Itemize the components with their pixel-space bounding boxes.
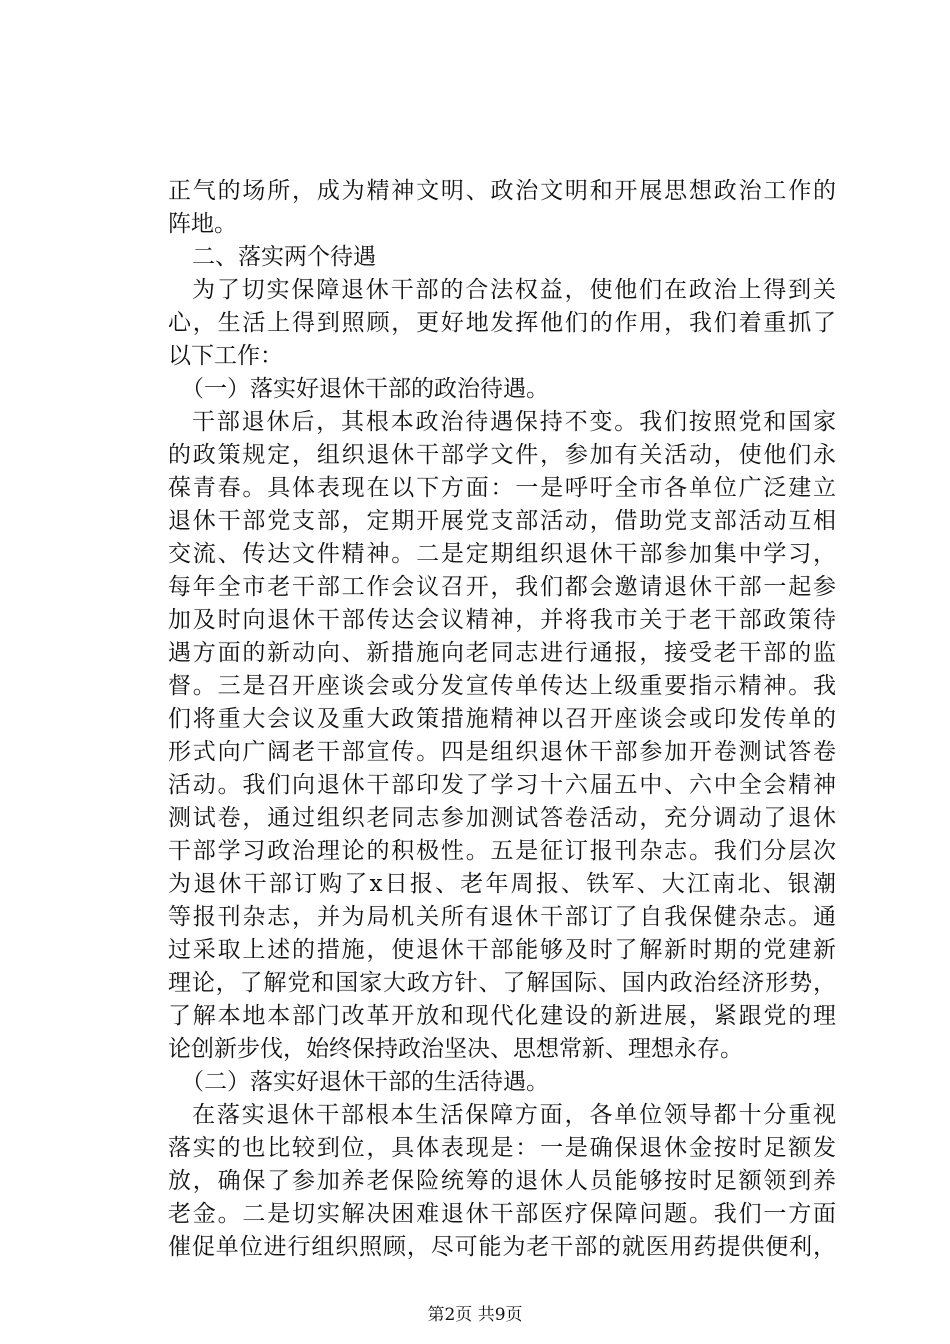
- text-line: 为退休干部订购了x日报、老年周报、铁军、大江南北、银潮: [168, 871, 836, 897]
- text-line: 测试卷，通过组织老同志参加测试答卷活动，充分调动了退休: [168, 805, 836, 831]
- text-line: 遇方面的新动向、新措施向老同志进行通报，接受老干部的监: [168, 640, 836, 666]
- text-line: 加及时向退休干部传达会议精神，并将我市关于老干部政策待: [168, 607, 836, 633]
- subsection-heading: （二）落实好退休干部的生活待遇。: [181, 1069, 549, 1095]
- text-line: 督。三是召开座谈会或分发宣传单传达上级重要指示精神。我: [168, 673, 836, 699]
- page-footer: 第2页 共9页: [427, 1305, 523, 1325]
- text-line: 的政策规定，组织退休干部学文件，参加有关活动，使他们永: [168, 442, 836, 468]
- text-line: 们将重大会议及重大政策措施精神以召开座谈会或印发传单的: [168, 706, 836, 732]
- text-line: 退休干部党支部，定期开展党支部活动，借助党支部活动互相: [168, 508, 836, 534]
- text-line: 干部退休后，其根本政治待遇保持不变。我们按照党和国家: [192, 409, 836, 435]
- text-line: 催促单位进行组织照顾，尽可能为老干部的就医用药提供便利，: [168, 1234, 836, 1260]
- text-line: 形式向广阔老干部宣传。四是组织退休干部参加开卷测试答卷: [168, 739, 836, 765]
- text-line: 阵地。: [168, 211, 237, 237]
- section-heading: 二、落实两个待遇: [192, 244, 376, 270]
- text-line: 心，生活上得到照顾，更好地发挥他们的作用，我们着重抓了: [168, 310, 836, 336]
- body-text: [168, 175, 836, 1264]
- text-line: 了解本地本部门改革开放和现代化建设的新进展，紧跟党的理: [168, 1003, 836, 1029]
- text-line: 交流、传达文件精神。二是定期组织退休干部参加集中学习，: [168, 541, 836, 567]
- text-line: 每年全市老干部工作会议召开，我们都会邀请退休干部一起参: [168, 574, 836, 600]
- text-line: 葆青春。具体表现在以下方面：一是呼吁全市各单位广泛建立: [168, 475, 836, 501]
- subsection-heading: （一）落实好退休干部的政治待遇。: [181, 376, 549, 402]
- text-line: 老金。二是切实解决困难退休干部医疗保障问题。我们一方面: [168, 1201, 836, 1227]
- text-line: 过采取上述的措施，使退休干部能够及时了解新时期的党建新: [168, 937, 836, 963]
- text-line: 等报刊杂志，并为局机关所有退休干部订了自我保健杂志。通: [168, 904, 836, 930]
- text-line: 论创新步伐，始终保持政治坚决、思想常新、理想永存。: [168, 1036, 743, 1062]
- text-line: 在落实退休干部根本生活保障方面，各单位领导都十分重视: [192, 1102, 836, 1128]
- text-line: 放，确保了参加养老保险统筹的退休人员能够按时足额领到养: [168, 1168, 836, 1194]
- text-line: 理论，了解党和国家大政方针、了解国际、国内政治经济形势，: [168, 970, 836, 996]
- text-line: 落实的也比较到位，具体表现是：一是确保退休金按时足额发: [168, 1135, 836, 1161]
- text-line: 正气的场所，成为精神文明、政治文明和开展思想政治工作的: [168, 178, 836, 204]
- text-line: 为了切实保障退休干部的合法权益，使他们在政治上得到关: [192, 277, 836, 303]
- text-line: 干部学习政治理论的积极性。五是征订报刊杂志。我们分层次: [168, 838, 836, 864]
- text-line: 活动。我们向退休干部印发了学习十六届五中、六中全会精神: [168, 772, 836, 798]
- text-line: 以下工作：: [168, 343, 283, 369]
